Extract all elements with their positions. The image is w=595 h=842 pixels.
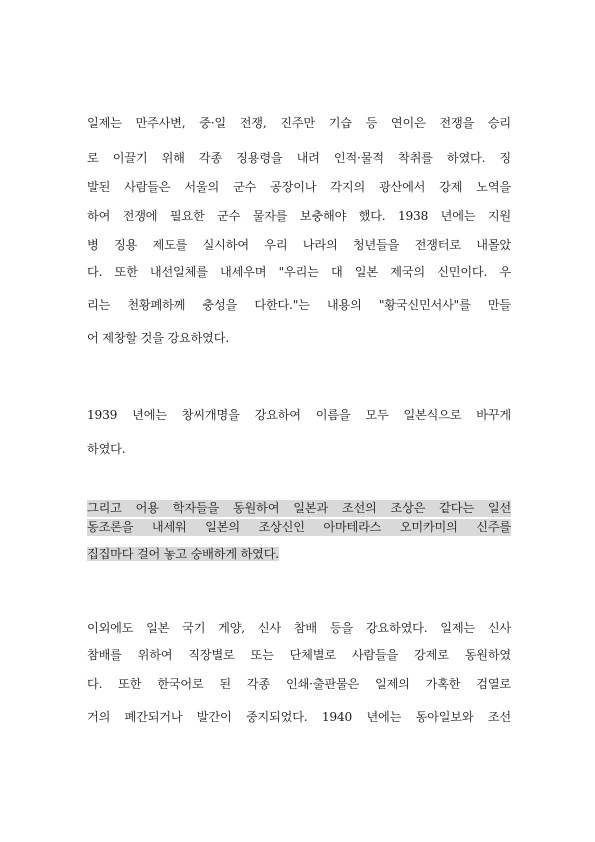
highlighted-line [87, 546, 279, 563]
paragraph-line: 리는 천황폐하께 충성을 다한다."는 내용의 "황국신민서사"를 만들 [87, 298, 511, 312]
paragraph-line: 참배를 위하여 직장별로 또는 단체별로 사람들을 강제로 동원하였 [87, 648, 511, 662]
highlighted-line: 그리고 어용 학자들을 동원하여 일본과 조선의 조상은 같다는 일선 [87, 501, 511, 515]
paragraph-line: 하였다. [87, 442, 126, 456]
paragraph-line: 다. 또한 한국어로 된 각종 인쇄·출판물은 일제의 가혹한 검열로 [87, 677, 511, 691]
paragraph-line: 발된 사람들은 서울의 군수 공장이나 각지의 광산에서 강제 노역을 [87, 180, 511, 194]
paragraph-line: 다. 또한 내선일체를 내세우며 "우리는 대 일본 제국의 신민이다. 우 [87, 265, 511, 279]
paragraph-line: 어 제창할 것을 강요하였다. [87, 331, 230, 345]
paragraph-line: 거의 폐간되거나 발간이 중지되었다. 1940 년에는 동아일보와 조선 [87, 710, 511, 724]
highlighted-line: 동조론을 내세워 일본의 조상신인 아마테라스 오미카미의 신주를 [87, 520, 511, 534]
paragraph-line: 이외에도 일본 국기 게양, 신사 참배 등을 강요하였다. 일제는 신사 [87, 621, 511, 635]
highlighted-text: 집집마다 걸어 놓고 숭배하게 하였다. [87, 547, 279, 561]
paragraph-line: 로 이끌기 위해 각종 징용령을 내려 인적·물적 착취를 하였다. 징 [87, 151, 511, 165]
paragraph-line: 1939 년에는 창씨개명을 강요하여 이름을 모두 일본식으로 바꾸게 [87, 408, 511, 422]
paragraph-line: 하여 전쟁에 필요한 군수 물자를 보충해야 했다. 1938 년에는 지원 [87, 209, 511, 223]
paragraph-line: 일제는 만주사변, 중·일 전쟁, 진주만 기습 등 연이은 전쟁을 승리 [87, 116, 511, 130]
paragraph-line: 병 징용 제도를 실시하여 우리 나라의 청년들을 전쟁터로 내몰았 [87, 238, 511, 252]
